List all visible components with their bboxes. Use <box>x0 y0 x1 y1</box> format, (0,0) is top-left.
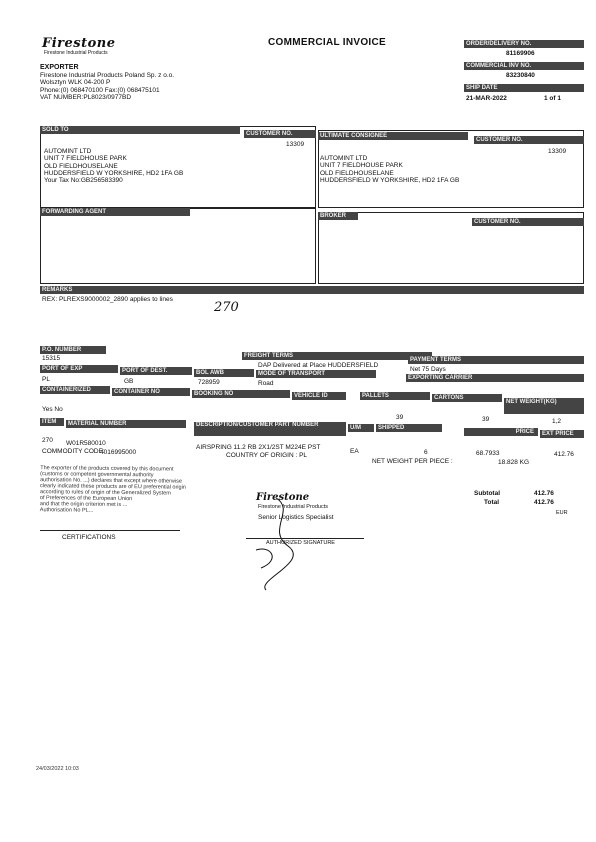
cert-line: authorisation No. ...) declares that except where otherwise <box>40 477 182 485</box>
currency: EUR <box>556 510 568 516</box>
forwarding-box <box>40 208 316 284</box>
commodity-code: 4016995000 <box>100 449 137 456</box>
port-dest-value: GB <box>124 378 134 385</box>
cert-line: according to rules of origin of the Generalized System <box>39 489 171 497</box>
signature-line <box>246 538 364 539</box>
address-line: OLD FIELDHOUSELANE <box>44 162 118 170</box>
exporter-line: Firestone Industrial Products Poland Sp. z o.o. <box>40 72 175 79</box>
ultimate-customer-no: 13309 <box>548 148 567 155</box>
mode-value: Road <box>258 380 274 387</box>
po-label: P.O. NUMBER <box>40 346 106 354</box>
commercial-no: 83230840 <box>506 72 535 79</box>
col-item: ITEM <box>40 418 64 426</box>
commodity-label: COMMODITY CODE: <box>42 448 105 455</box>
exporter-line: Phone:(0) 068470100 Fax:(0) 068475101 <box>40 86 160 94</box>
address-line: AUTOMINT LTD <box>44 148 92 155</box>
cert-line: clearly indicated these products are of EU preferential origin <box>40 483 186 491</box>
freight-label: FREIGHT TERMS <box>242 352 432 360</box>
document-title: COMMERCIAL INVOICE <box>268 37 386 48</box>
payment-label: PAYMENT TERMS <box>408 356 584 364</box>
carrier-label: EXPORTING CARRIER <box>406 374 584 382</box>
port-dest-label: PORT OF DEST. <box>120 367 192 375</box>
date-label: SHIP DATE <box>464 84 584 92</box>
col-material: MATERIAL NUMBER <box>66 420 186 428</box>
item-description: AIRSPRING 11.2 RB 2X1/2ST M224E PST <box>196 444 321 451</box>
col-ext-price: EXT PRICE <box>540 430 584 438</box>
remarks-handwritten: 270 <box>214 300 239 315</box>
col-price: PRICE <box>464 428 538 436</box>
po-number: 15315 <box>42 355 61 362</box>
item-shipped: 6 <box>424 449 428 456</box>
exporter-label: EXPORTER <box>40 64 79 71</box>
mode-label: MODE OF TRANSPORT <box>256 370 376 378</box>
country-of-origin: COUNTRY OF ORIGIN : PL <box>226 452 308 459</box>
cartons-label: CARTONS <box>432 394 502 402</box>
col-um: U/M <box>348 424 374 432</box>
vehicle-label: VEHICLE ID <box>292 392 346 400</box>
address-line: UNIT 7 FIELDHOUSE PARK <box>44 155 127 163</box>
exporter-line: Wolsztyn WLK 04-200 P <box>40 79 111 87</box>
address-line: AUTOMINT LTD <box>320 155 368 162</box>
forwarding-label: FORWARDING AGENT <box>40 208 190 216</box>
port-exp-label: PORT OF EXP <box>40 365 118 373</box>
cert-line: Authorisation No PL... <box>39 507 94 514</box>
ship-date: 21-MAR-2022 <box>466 95 507 102</box>
remarks-label: REMARKS <box>40 286 584 294</box>
sold-to-address <box>44 148 183 184</box>
logo-tagline: Firestone Industrial Products <box>44 50 108 56</box>
address-line: HUDDERSFIELD W YORKSHIRE, HD2 1FA GB <box>44 169 184 177</box>
container-no-label: CONTAINER NO <box>112 388 190 396</box>
port-exp-value: PL <box>42 376 50 383</box>
address-line: HUDDERSFIELD W YORKSHIRE, HD2 1FA GB <box>320 176 460 184</box>
exporter-address <box>40 72 270 101</box>
exporter-line: VAT NUMBER:PL8023/0977BD <box>40 93 132 101</box>
stamp-line: Firestone Industrial Products <box>258 504 329 510</box>
stamp-brand: Firestone <box>256 492 310 503</box>
signature-label: AUTHORIZED SIGNATURE <box>266 540 335 546</box>
ultimate-customer-label: CUSTOMER NO. <box>474 136 584 144</box>
netweight-value: 1,2 <box>552 418 562 425</box>
order-no: 81169906 <box>506 50 535 57</box>
cert-line: The exporter of the products covered by this document <box>40 465 174 473</box>
certification-text <box>40 465 200 515</box>
subtotal-label: Subtotal <box>474 490 500 497</box>
containerized-label: CONTAINERIZED <box>40 386 110 394</box>
booking-label: BOOKING NO <box>192 390 290 398</box>
net-weight-per-piece-label: NET WEIGHT PER PIECE : <box>372 458 453 465</box>
cert-line: of Preferences of the European Union <box>39 495 133 503</box>
broker-customer-label: CUSTOMER NO. <box>472 218 584 226</box>
cert-line: (customs or competent governmental authority <box>40 471 154 479</box>
address-line: OLD FIELDHOUSELANE <box>320 169 394 177</box>
net-weight-per-piece: 18.828 KG <box>498 459 530 466</box>
remarks-text: REX: PLREXS9000002_2890 applies to lines <box>42 296 173 303</box>
freight-value: DAP Delivered at Place HUDDERSFIELD <box>258 362 379 369</box>
item-ext-price: 412.76 <box>554 451 574 458</box>
payment-value: Net 75 Days <box>410 366 446 373</box>
certifications-label: CERTIFICATIONS <box>62 534 116 541</box>
sold-to-label: SOLD TO <box>40 126 240 134</box>
containerized-value: Yes No <box>42 406 63 413</box>
total-value: 412.76 <box>534 499 554 506</box>
ultimate-address <box>320 155 459 184</box>
cert-line: and that the origin criterion met is ... <box>39 501 128 509</box>
ultimate-consignee-label: ULTIMATE CONSIGNEE <box>318 132 468 140</box>
item-price: 68.7933 <box>476 450 500 457</box>
item-number: 270 <box>42 437 53 444</box>
footer-timestamp: 24/03/2022 10:03 <box>36 766 79 772</box>
cartons-value: 39 <box>482 416 490 423</box>
item-um: EA <box>350 448 359 455</box>
total-label: Total <box>484 499 500 506</box>
page-count: 1 of 1 <box>544 95 561 102</box>
pallets-value: 39 <box>396 414 404 421</box>
commercial-no-label: COMMERCIAL INV NO. <box>464 62 584 70</box>
col-shipped: SHIPPED <box>376 424 442 432</box>
firestone-logo: Firestone <box>42 36 116 51</box>
material-number: W01R580010 <box>66 440 106 447</box>
col-description: DESCRIPTION/CUSTOMER PART NUMBER <box>194 422 346 436</box>
subtotal-value: 412.76 <box>534 490 554 497</box>
stamp-name: Senior Logistics Specialist <box>258 514 334 521</box>
broker-label: BROKER <box>318 212 358 220</box>
bol-label: BOL AWB <box>194 369 254 377</box>
pallets-label: PALLETS <box>360 392 430 400</box>
address-line: Your Tax No:GB256583390 <box>44 177 123 185</box>
order-no-label: ORDER/DELIVERY NO. <box>464 40 584 48</box>
sold-to-customer-no: 13309 <box>286 141 305 148</box>
sold-to-customer-label: CUSTOMER NO. <box>244 130 316 138</box>
netweight-label: NET WEIGHT(KG) <box>504 398 584 414</box>
address-line: UNIT 7 FIELDHOUSE PARK <box>320 162 403 170</box>
bol-value: 728959 <box>198 379 220 386</box>
cert-divider <box>40 530 180 531</box>
